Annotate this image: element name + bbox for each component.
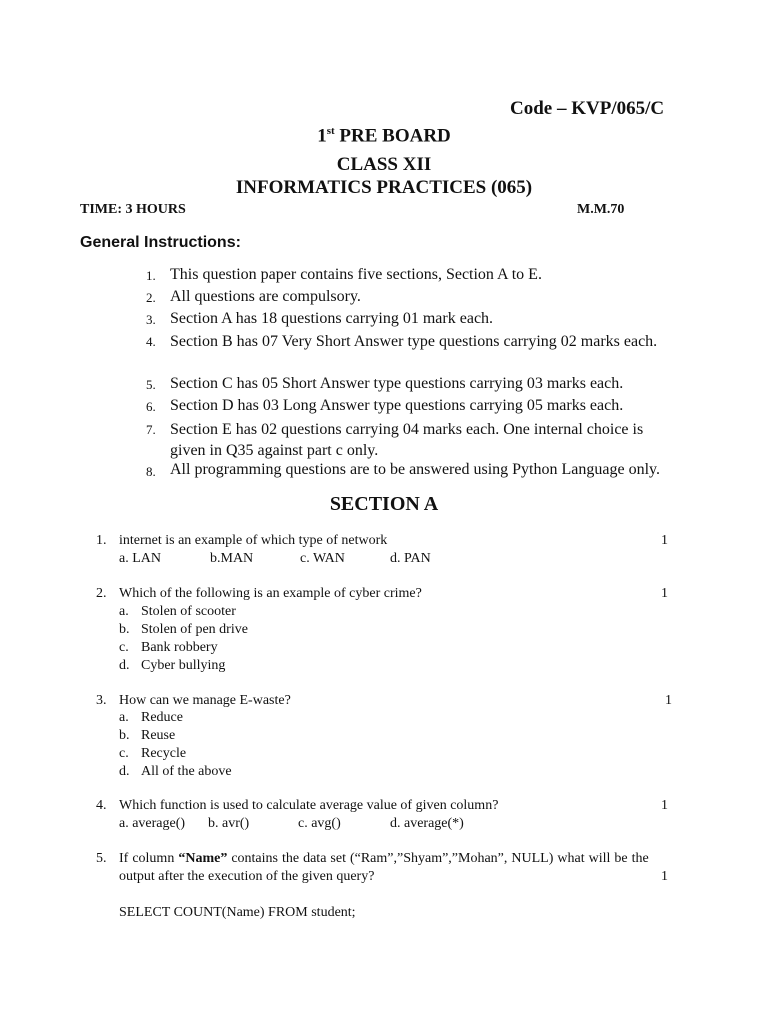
exam-title-rest: PRE BOARD — [334, 125, 451, 147]
question-number: 3. — [96, 693, 107, 708]
instruction-number: 3. — [146, 312, 156, 327]
question-4 — [0, 798, 768, 816]
instruction-text: Section B has 07 Very Short Answer type questions carrying 02 marks each. — [170, 333, 658, 350]
instruction-number: 4. — [146, 334, 156, 349]
class-title: CLASS XII — [336, 154, 432, 175]
question-3 — [0, 693, 768, 711]
question-marks: 1 — [661, 869, 668, 884]
option-label: b. — [119, 728, 130, 743]
instruction-text: Section C has 05 Short Answer type questions carrying 03 marks each. — [170, 375, 624, 392]
option-text: All of the above — [141, 764, 232, 779]
instruction-number: 8. — [146, 464, 156, 479]
option-c: c. WAN — [300, 551, 345, 566]
question-marks: 1 — [661, 798, 668, 813]
exam-number-suffix: st — [326, 125, 335, 137]
question-number: 1. — [96, 533, 107, 548]
option-label: c. — [119, 746, 129, 761]
option-text: Cyber bullying — [141, 658, 226, 673]
option-label: d. — [119, 658, 130, 673]
instruction-text: Section E has 02 questions carrying 04 marks each. One internal choice is given in Q35 against part c only. — [170, 421, 644, 459]
option-text: Stolen of pen drive — [141, 622, 248, 637]
instruction-text: This question paper contains five sections, Section A to E. — [170, 266, 542, 283]
option-text: Reduce — [141, 710, 183, 725]
instruction-text: Section A has 18 questions carrying 01 mark each. — [170, 310, 494, 327]
option-label: a. — [119, 710, 129, 725]
general-instructions-title: General Instructions: — [80, 234, 241, 251]
option-label: b. — [119, 622, 130, 637]
question-text: Which function is used to calculate average value of given column? — [119, 798, 499, 813]
question-number: 5. — [96, 851, 107, 866]
question-number: 2. — [96, 586, 107, 601]
question-text: How can we manage E-waste? — [119, 693, 291, 708]
question-text-line2: output after the execution of the given query? — [119, 869, 375, 884]
question-2 — [0, 586, 768, 604]
instruction-number: 2. — [146, 290, 156, 305]
instruction-text: All questions are compulsory. — [170, 288, 361, 305]
option-a: a. average() — [119, 816, 186, 831]
exam-title — [0, 125, 768, 147]
instruction-number: 6. — [146, 399, 156, 414]
question-text: internet is an example of which type of network — [119, 533, 388, 548]
option-c: c. avg() — [298, 816, 341, 831]
option-d: d. average(*) — [390, 816, 464, 831]
option-label: c. — [119, 640, 129, 655]
question-text: Which of the following is an example of cyber crime? — [119, 586, 422, 601]
instruction-number: 1. — [146, 268, 156, 283]
question-1 — [0, 533, 768, 551]
time-allowed: TIME: 3 HOURS — [80, 202, 186, 217]
column-name: “Name” — [178, 851, 228, 866]
question-5 — [0, 851, 768, 869]
option-label: d. — [119, 764, 130, 779]
option-text: Reuse — [141, 728, 176, 743]
option-d: d. PAN — [390, 551, 431, 566]
option-text: Recycle — [141, 746, 187, 761]
question-text — [119, 851, 649, 867]
question-number: 4. — [96, 798, 107, 813]
option-b: b. avr() — [208, 816, 250, 831]
instruction-text: Section D has 03 Long Answer type questions carrying 05 marks each. — [170, 397, 624, 414]
sql-query-text: SELECT COUNT(Name) FROM student; — [119, 905, 356, 920]
instruction-number: 7. — [146, 422, 156, 437]
option-label: a. — [119, 604, 129, 619]
option-text: Bank robbery — [141, 640, 218, 655]
question-marks: 1 — [661, 533, 668, 548]
question-text-post: contains the data set (“Ram”,”Shyam”,”Mohan”, NULL) what will be the — [227, 851, 649, 866]
question-text-pre: If column — [119, 851, 179, 866]
instruction-number: 5. — [146, 377, 156, 392]
paper-code: Code – KVP/065/C — [510, 98, 665, 119]
option-a: a. LAN — [119, 551, 161, 566]
section-heading: SECTION A — [329, 493, 439, 515]
sql-query — [0, 905, 768, 923]
max-marks: M.M.70 — [577, 202, 625, 217]
exam-number: 1 — [317, 125, 327, 147]
option-b: b.MAN — [210, 551, 254, 566]
instruction-text: All programming questions are to be answered using Python Language only. — [170, 461, 660, 478]
question-5-line-2 — [0, 869, 768, 887]
question-marks: 1 — [661, 586, 668, 601]
question-marks: 1 — [665, 693, 672, 708]
subject-title: INFORMATICS PRACTICES (065) — [235, 177, 533, 198]
option-text: Stolen of scooter — [141, 604, 236, 619]
